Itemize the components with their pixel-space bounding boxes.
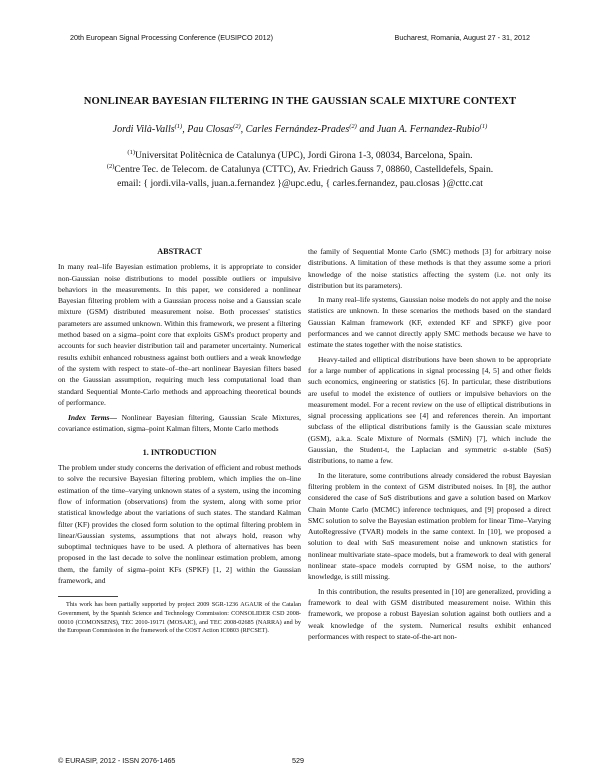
author-separator: and: [356, 124, 377, 135]
right-paragraph-1: the family of Sequential Monte Carlo (SMC) methods [3] for arbitrary noise distributions. A limitation of these methods is that they assume some a priori knowledge of the noise statistics affecting the system (i.e. not only its distribution but its parameters).: [308, 247, 551, 290]
author-separator: ,: [182, 124, 188, 135]
author-list: [0, 124, 600, 135]
copyright-footer: © EURASIP, 2012 - ISSN 2076-1465: [58, 756, 176, 765]
affiliation-1: [0, 150, 600, 161]
affiliation-text: Centre Tec. de Telecom. de Catalunya (CTTC), Av. Friedrich Gauss 7, 08860, Castelldefels, Spain.: [114, 164, 494, 175]
author-name: Juan A. Fernandez-Rubio: [376, 124, 480, 135]
location-date-header: Bucharest, Romania, August 27 - 31, 2012: [394, 33, 530, 42]
paper-title: NONLINEAR BAYESIAN FILTERING IN THE GAUSSIAN SCALE MIXTURE CONTEXT: [83, 96, 517, 107]
right-column: [308, 246, 551, 642]
author-affiliation-mark: (2): [349, 123, 357, 130]
intro-paragraph: The problem under study concerns the derivation of efficient and robust methods to solve the recursive Bayesian filtering problem, which implies the on–line estimation of the time–varying unknown states of a system, using the incoming flow of information (observations) from the system, along with some prior statistical knowledge about the variations of such states. The standard Kalman filter (KF) provides the closed form solution to the optimal filtering problem in linear/Gaussian systems, assumptions that not always hold, reason why suboptimal techniques have to be used. A plethora of alternatives has been proposed in the last decade to solve the nonlinear estimation problem, among them, the family of sigma–point KFs (SPKF) [1, 2] within the Gaussian framework, and: [58, 463, 301, 586]
right-paragraph-5: In this contribution, the results presented in [10] are generalized, providing a framework to deal with GSM distributed measurement noise. Within this framework, we propose a robust Bayesian solution against both outliers and a weak knowledge of the system. Numerical results exhibit enhanced performances with respect to state-of-the-art non-: [308, 586, 551, 641]
left-column: [58, 246, 301, 636]
abstract-heading: ABSTRACT: [157, 247, 202, 256]
email-line: email: { jordi.vila-valls, juan.a.fernandez }@upc.edu, { carles.fernandez, pau.closas }@cttc.cat: [117, 178, 483, 189]
index-terms-text: Nonlinear Bayesian filtering, Gaussian Scale Mixtures, covariance estimation, sigma–point Kalman filters, Monte Carlo methods: [58, 413, 301, 434]
right-paragraph-2: In many real–life systems, Gaussian noise models do not apply and the noise statistics are unknown. In these scenarios the methods based on the standard Gaussian Kalman framework (KF, extended KF and SPKF) give poor performances and we cannot directly apply SMC methods because we have to estimate the states together with the noise statistics.: [308, 295, 551, 350]
author-name: Carles Fernández-Prades: [245, 124, 350, 135]
intro-heading: 1. INTRODUCTION: [142, 447, 217, 457]
index-terms-label: Index Terms—: [68, 413, 117, 423]
author-separator: ,: [240, 124, 246, 135]
affiliation-mark: (2): [106, 163, 115, 170]
affiliation-text: Universitat Politècnica de Catalunya (UPC), Jordi Girona 1-3, 08034, Barcelona, Spain.: [135, 150, 473, 161]
author-name: Jordi Vilà-Valls: [112, 124, 175, 135]
abstract-text: In many real–life Bayesian estimation problems, it is appropriate to consider non-Gaussian noise distributions to model possible outliers or impulsive behaviors in the measurements. In this paper, we considered a nonlinear Bayesian filtering problem with a Gaussian process noise and a Gaussian scale mixture (GSM) distributed measurement noise. Both processes' statistics parameters are assumed unknown. Within this framework, we present a filtering method based on a sigma–point core that exploits GSM's product property and accounts for such heavier distribution tail and parameter uncertainty. Numerical results exhibit enhanced robustness against both outliers and a weak knowledge of the system with respect to state–of–the–art nonlinear Bayesian filters based on the Gaussian assumption, requiring much less computational load than standard Sequential Monte-Carlo methods and approaching theoretical bounds of performance.: [58, 262, 301, 407]
affiliation-2: [0, 164, 600, 175]
author-affiliation-mark: (1): [174, 123, 183, 130]
right-paragraph-3: Heavy-tailed and elliptical distributions have been shown to be appropriate for a large number of applications in signal processing [4, 5] and other fields such economics, engineering or statistics [6]. In particular, these distributions are useful to model the existence of outliers or impulsive behaviors on the measurement model. For a recent review on the use of elliptical distributions in signal processing applications see [4] and references therein. An important subclass of the elliptical distributions family is the Gaussian scale mixtures (GSM), a.k.a. Scale Mixture of Normals (SMiN) [7], which include the Gaussian, the Student-t, the Laplacian and symmetric α-stable (SαS) distributions, to name a few.: [308, 354, 551, 466]
author-affiliation-mark: (1): [479, 123, 488, 130]
index-terms: [58, 412, 301, 435]
footnote-rule: [58, 596, 118, 597]
page-number: 529: [292, 756, 304, 765]
conference-header: 20th European Signal Processing Conference (EUSIPCO 2012): [70, 33, 273, 42]
author-name: Pau Closas: [187, 124, 234, 135]
funding-footnote: This work has been partially supported by project 2009 SGR-1236 AGAUR of the Catalan Government, by the Spanish Science and Technology Commission: CONSOLIDER CSD 2008-00010 (COMONSENS), TEC 2010-19171 (MOSAIC), and TEC 2008-02685 (NARRA) and by the European Commission in the framework of the COST Action IC0803 (RFCSET).: [58, 601, 301, 635]
right-paragraph-4: In the literature, some contributions already considered the robust Bayesian filtering problem in the context of GSM distributed noises. In [8], the author considered the case of SαS distributions and gave a solution based on Markov Chain Monte Carlo (MCMC) inference techniques, and [9] proposed a direct SMC solution to solve the Bayesian estimation problem for linear Time–Varying AutoRegressive (TVAR) models in the same context. In [10], we proposed a solution to deal with SαS measurement noise and unknown statistics for nonlinear multivariate state–space models, but a framework to deal with general nonlinear state–space models corrupted by GSM noise, to the authors' knowledge, is still missing.: [308, 470, 551, 582]
affiliation-mark: (1): [127, 149, 135, 156]
author-affiliation-mark: (2): [233, 123, 241, 130]
